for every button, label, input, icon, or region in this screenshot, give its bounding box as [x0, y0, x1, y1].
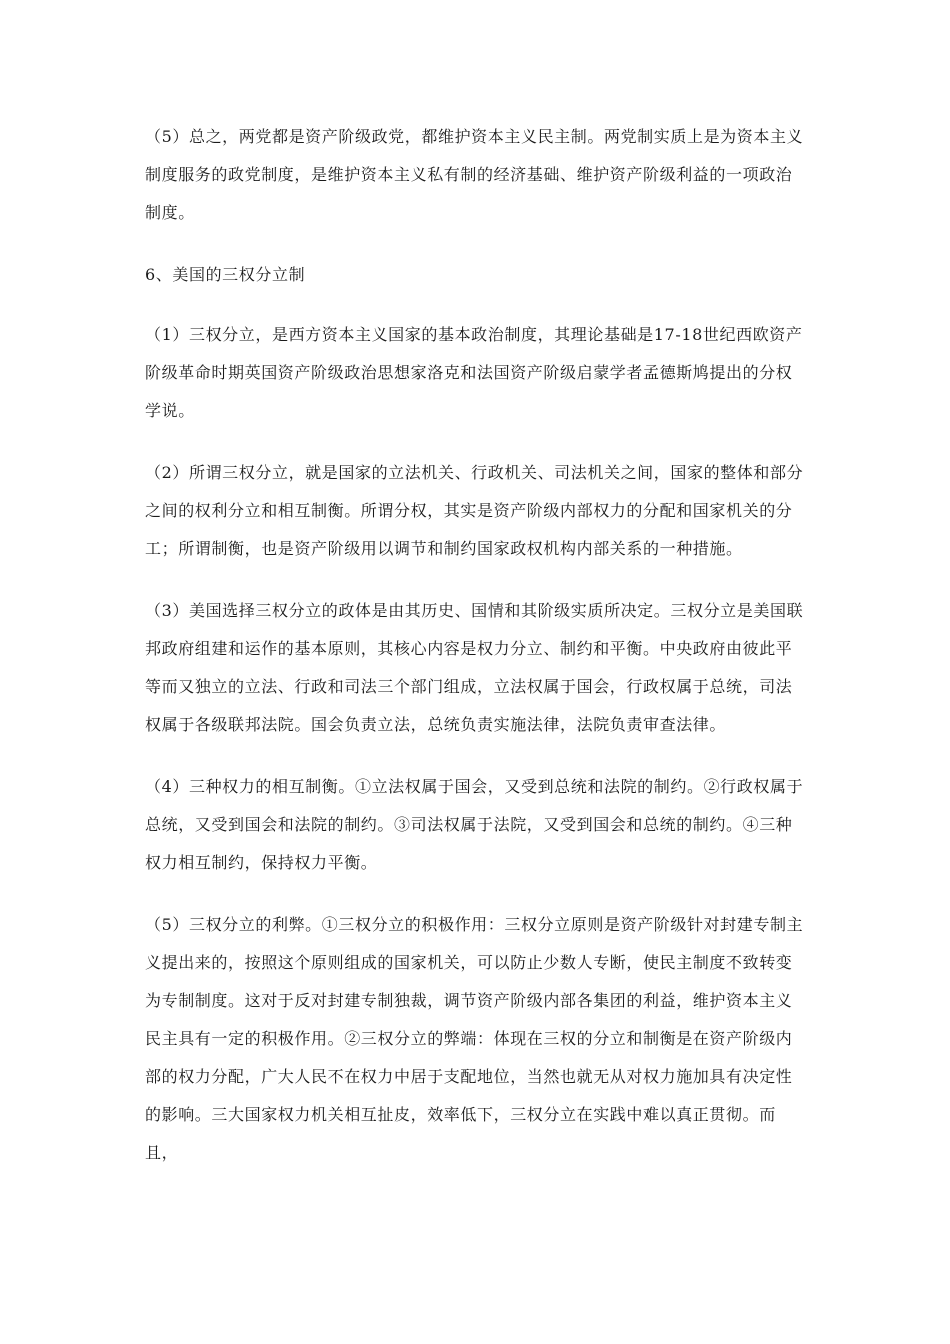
paragraph-separation-meaning: （2）所谓三权分立，就是国家的立法机关、行政机关、司法机关之间，国家的整体和部分之间的权利分立和相互制衡。所谓分权，其实是资产阶级内部权力的分配和国家机关的分工；所谓制衡，也是资产阶级用以调节和制约国家政权机构内部关系的一种措施。: [145, 463, 804, 558]
paragraph-checks-and-balances: （4）三种权力的相互制衡。①立法权属于国会，又受到总统和法院的制约。②行政权属于总统，又受到国会和法院的制约。③司法权属于法院，又受到国会和总统的制约。④三种权力相互制约，保持权力平衡。: [145, 777, 804, 872]
document-body: [145, 118, 808, 1196]
paragraph-two-party-summary: （5）总之，两党都是资产阶级政党，都维护资本主义民主制。两党制实质上是为资本主义制度服务的政党制度，是维护资本主义私有制的经济基础、维护资产阶级利益的一项政治制度。: [145, 127, 804, 222]
paragraph-us-choice: （3）美国选择三权分立的政体是由其历史、国情和其阶级实质所决定。三权分立是美国联邦政府组建和运作的基本原则，其核心内容是权力分立、制约和平衡。中央政府由彼此平等而又独立的立法、行政和司法三个部门组成，立法权属于国会，行政权属于总统，司法权属于各级联邦法院。国会负责立法，总统负责实施法律，法院负责审查法律。: [145, 601, 804, 734]
section-heading-separation-of-powers: 6、美国的三权分立制: [145, 265, 306, 284]
paragraph-pros-and-cons: （5）三权分立的利弊。①三权分立的积极作用：三权分立原则是资产阶级针对封建专制主义提出来的，按照这个原则组成的国家机关，可以防止少数人专断，使民主制度不致转变为专制制度。这对于反对封建专制独裁，调节资产阶级内部各集团的利益，维护资本主义民主具有一定的积极作用。②三权分立的弊端：体现在三权的分立和制衡是在资产阶级内部的权力分配，广大人民不在权力中居于支配地位，当然也就无从对权力施加具有决定性的影响。三大国家权力机关相互扯皮，效率低下，三权分立在实践中难以真正贯彻。而且，: [145, 915, 804, 1162]
paragraph-separation-definition: （1）三权分立，是西方资本主义国家的基本政治制度，其理论基础是17-18世纪西欧资产阶级革命时期英国资产阶级政治思想家洛克和法国资产阶级启蒙学者孟德斯鸠提出的分权学说。: [145, 325, 803, 420]
